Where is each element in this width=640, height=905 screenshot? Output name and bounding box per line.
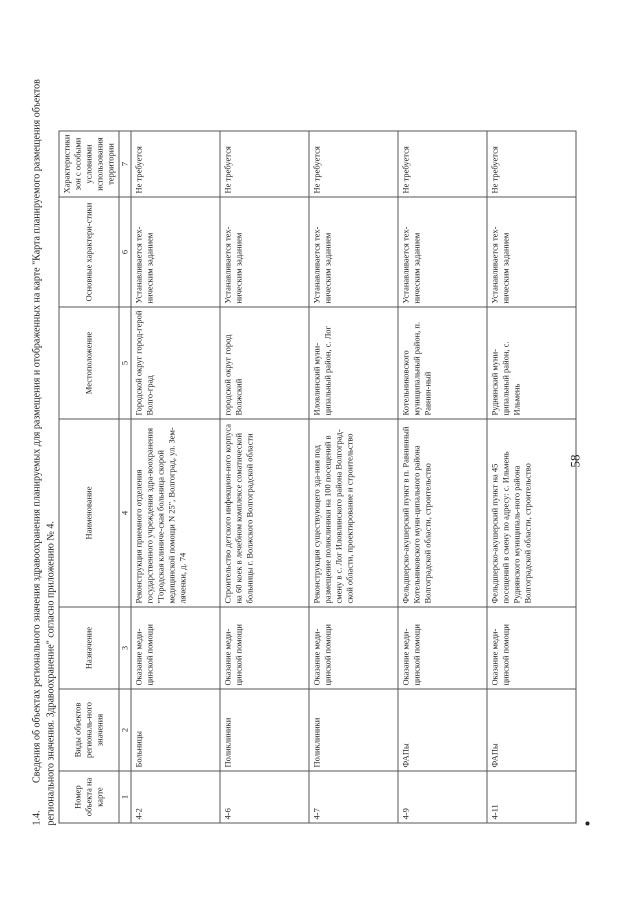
index-cell: 5 [119,307,131,419]
column-index-row [119,131,131,823]
cell-location: Иловлинский муни-ципальный район, с. Лог [309,307,398,419]
cell-purpose: Оказание меди-цинской помощи [398,607,487,689]
header-cell: Назначение [59,607,119,689]
table-row [220,131,309,823]
cell-purpose: Оказание меди-цинской помощи [487,607,576,689]
cell-location: Котельниковского муниципальный район, п. Равнин-ный [398,307,487,419]
header-row [59,131,119,823]
cell-zones: Не требуется [487,131,576,197]
cell-characteristics: Устанавливается тех-ническим заданием [220,197,309,307]
section-heading [30,45,58,825]
index-cell: 1 [119,771,131,823]
cell-type: ФАПы [398,689,487,771]
header-cell: Местоположение [59,307,119,419]
section-title: Сведения об объектах регионального значения здравоохранения планируемых для размещения и отображенных на карте "Карта планируемого размещения объектов регионального значения. Здравоохранение" согласно приложению № 4. [31,78,56,825]
index-cell: 4 [119,419,131,607]
cell-name: Реконструкция приемного отделения государственного учреждения здра-воохранения "Городская клиниче-ская больница скорой медицинской помощи N 25", Волгоград, ул. Зем-ляченки, д. 74 [131,419,220,607]
cell-name: Реконструкция существующего зда-ния под размещение поликлиники на 100 посещений в смену в с. Лог Иловлинского района Волгоград-ской области, проектирование и строительство [309,419,398,607]
cell-type: ФАПы [487,689,576,771]
index-cell: 2 [119,689,131,771]
cell-num: 4-7 [309,771,398,823]
header-cell: Характеристики зон с особыми условиями использования территории [59,131,119,197]
cell-location: Руднянский муни-ципальный район, с. Ильмень [487,307,576,419]
cell-zones: Не требуется [220,131,309,197]
cell-num: 4-9 [398,771,487,823]
cell-location: городской округ город Волжский [220,307,309,419]
header-cell: Виды объектов региональ-ного значения [59,689,119,771]
table-row [131,131,220,823]
cell-location: Городской округ город-герой Волго-град [131,307,220,419]
page-number: 58 [567,454,582,467]
table-row [398,131,487,823]
cell-type: Поликлиники [309,689,398,771]
cell-name: Фельдшерско-акушерский пункт на 45 посещений в смену по адресу: с. Ильмень Руднянского муниципаль-ного района Волгоградской области, строительство [487,419,576,607]
header-cell: Основные характери-стики [59,197,119,307]
cell-num: 4-6 [220,771,309,823]
cell-name: Строительство детского инфекцион-ного корпуса на 60 коек в лечебном комплексе соматической больницы г. Волжского Волгоградской области [220,419,309,607]
cell-zones: Не требуется [131,131,220,197]
cell-num: 4-11 [487,771,576,823]
cell-type: Больницы [131,689,220,771]
index-cell: 6 [119,197,131,307]
cell-name: Фельдшерско-акушерский пункт в п. Равнинный Котельниковского муни-ципального района Волгоградской области, строительство [398,419,487,607]
cell-purpose: Оказание меди-цинской помощи [220,607,309,689]
cell-characteristics: Устанавливается тех-ническим заданием [487,197,576,307]
table-row [487,131,576,823]
cell-num: 4-2 [131,771,220,823]
section-number: 1.4. [31,810,42,825]
objects-table [58,130,576,823]
cell-type: Поликлиники [220,689,309,771]
scan-speck [585,821,589,825]
table-row [309,131,398,823]
cell-characteristics: Устанавливается тех-ническим заданием [131,197,220,307]
cell-characteristics: Устанавливается тех-ническим заданием [309,197,398,307]
index-cell: 7 [119,131,131,197]
cell-purpose: Оказание меди-цинской помощи [309,607,398,689]
cell-zones: Не требуется [309,131,398,197]
header-cell: Номер объекта на карте [59,771,119,823]
index-cell: 3 [119,607,131,689]
header-cell: Наименование [59,419,119,607]
cell-purpose: Оказание меди-цинской помощи [131,607,220,689]
cell-characteristics: Устанавливается тех-ническим заданием [398,197,487,307]
cell-zones: Не требуется [398,131,487,197]
